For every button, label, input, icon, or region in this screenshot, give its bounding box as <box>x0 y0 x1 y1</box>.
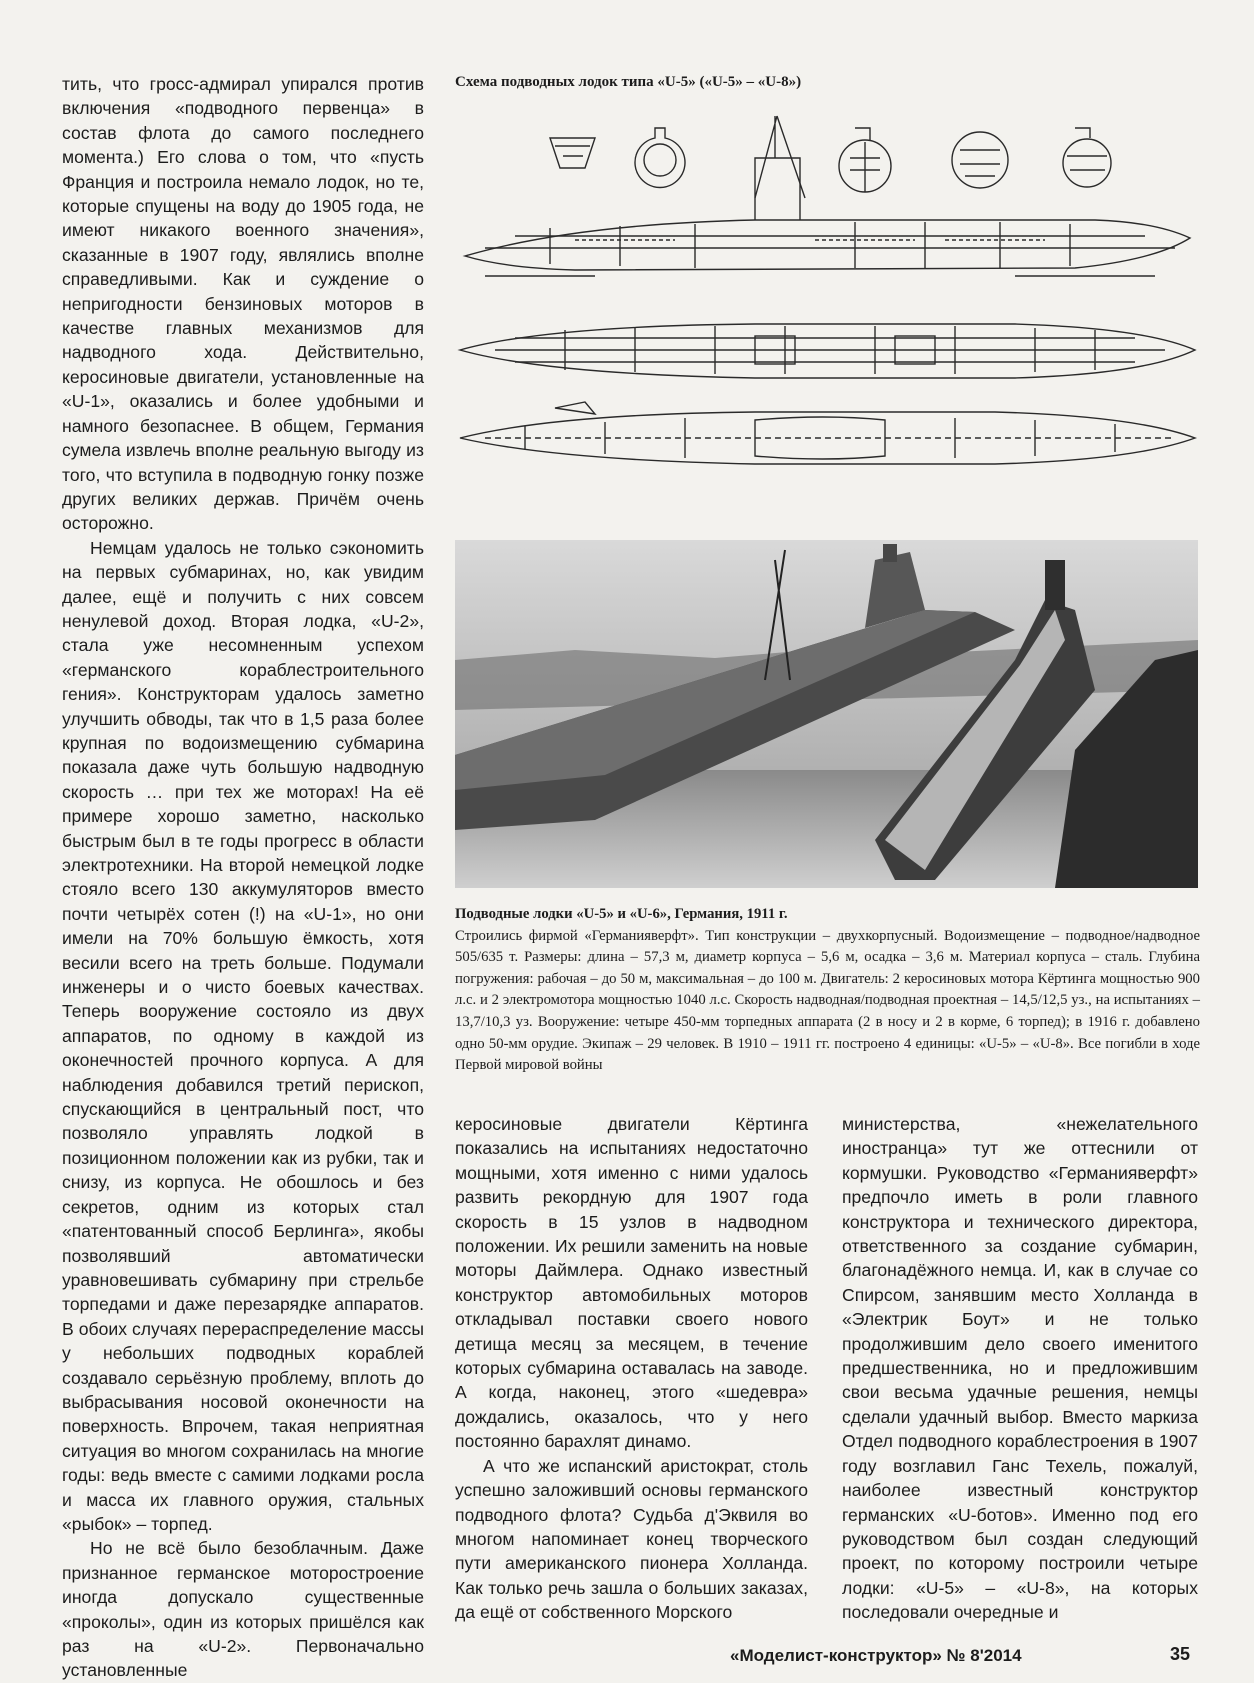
caption-text: Строились фирмой «Германияверфт». Тип конструкции – двухкорпусный. Водоизмещение – подводное/надводное 505/635 т. Размеры: длина – 57,3 м, диаметр корпуса – 5,6 м, осадка – 3,6 м. Материал корпуса – сталь. Глубина погружения: рабочая – до 50 м, максимальная – до 100 м. Двигатель: 2 керосиновых мотора Кёртинга мощностью 900 л.с. и 2 электромотора мощностью 1040 л.с. Скорость надводная/подводная проектная – 14,5/12,5 уз., на испытаниях – 13,7/10,3 уз. Вооружение: четыре 450-мм торпедных аппарата (2 в носу и 2 в корме, 6 торпед); в 1916 г. добавлено одно 50-мм орудие. Экипаж – 29 человек. В 1910 – 1911 гг. построено 4 единицы: «U-5» – «U-8». Все погибли в ходе Первой мировой войны <box>455 927 1200 1074</box>
paragraph: керосиновые двигатели Кёртинга показались на испытаниях недостаточно мощными, хотя именно с ними удалось развить рекордную для 1907 года скорость в 15 узлов в надводном положении. Их решили заменить на новые моторы Даймлера. Однако известный конструктор автомобильных моторов откладывал поставки своего нового детища месяц за месяцем, в течение которых субмарина оставалась на заводе. А когда, наконец, этого «шедевра» дождались, оказалось, что у него постоянно барахлят динамо. <box>455 1114 808 1452</box>
cross-section-drawing <box>839 128 891 192</box>
plan-view-drawing <box>460 324 1195 378</box>
cross-section-drawing <box>1063 128 1111 187</box>
photo-caption <box>455 904 1200 1077</box>
paragraph: Немцам удалось не только сэкономить на первых субмаринах, но, как увидим далее, ещё и получить с них совсем ненулевой доход. Вторая лодка, «U-2», стала уже несомненным успехом «германского кораблестроительного гения». Конструкторам удалось заметно улучшить обводы, так что в 1,5 раза более крупная по водоизмещению субмарина показала даже чуть большую надводную скорость … при тех же моторах! На её примере хорошо заметно, насколько быстрым был в те годы прогресс в области электротехники. На второй немецкой лодке стояло всего 130 аккумуляторов вместо почти четырёх сотен (!) на «U-1», но они имели на 70% большую ёмкость, хотя весили всего на треть больше. Подумали инженеры и о чисто боевых качествах. Теперь вооружение состояло из двух аппаратов, по одному в каждой из оконечностей прочного корпуса. А для наблюдения добавился третий перископ, спускающийся в центральный пост, что позволяло управлять лодкой в позиционном положении как из рубки, так и снизу, из корпуса. Не обошлось и без секретов, одним из которых стал «патентованный способ Берлинга», якобы позволявший автоматически уравновешивать субмарину при стрельбе торпедами и даже перезарядке аппаратов. В обоих случаях перераспределение массы у небольших подводных кораблей создавало серьёзную проблему, вплоть до выбрасывания носовой оконечности на поверхность. Впрочем, такая неприятная ситуация во многом сохранилась на многие годы: ведь вместе с самими лодками росла и масса их главного оружия, стальных «рыбок» – торпед. <box>62 537 424 1534</box>
schema-title: Схема подводных лодок типа «U-5» («U-5» – «U-8») <box>455 74 802 90</box>
deck-view-drawing <box>460 402 1195 464</box>
left-text-column <box>62 72 424 1683</box>
submarines-photo <box>455 540 1198 888</box>
paragraph: А что же испанский аристократ, столь успешно заложивший основы германского подводного флота? Судьба д'Эквиля во многом напоминает конец творческого пути американского пионера Холланда. Как только речь зашла о больших заказах, да ещё от собственного Морского <box>455 1455 808 1623</box>
cross-section-drawing <box>550 138 595 168</box>
paragraph: Но не всё было безоблачным. Даже признанное германское моторостроение иногда допускало существенные «проколы», один из которых пришёлся как раз на «U-2». Первоначально установленные <box>62 1538 424 1681</box>
page-number: 35 <box>1170 1644 1191 1664</box>
paragraph: министерства, «нежелательного иностранца» тут же оттеснили от кормушки. Руководство «Германияверфт» предпочло иметь в роли главного конструктора и технического директора, ответственного за создание субмарин, благонадёжного немца. И, как в случае со Спирсом, занявшим место Холланда в «Электрик Боут» и не только продолжившим дело своего именитого предшественника, но и предложившим свои весьма удачные решения, немцы сделали удачный выбор. Вместо маркиза Отдел подводного кораблестроения в 1907 году возглавил Ганс Техель, пожалуй, наиболее известный конструктор германских «U-ботов». Именно под его руководством был создан следующий проект, по которому построили четыре лодки: «U-5» – «U-8», на которых последовали очередные и <box>842 1114 1198 1623</box>
right-text-column <box>842 1112 1198 1625</box>
paragraph: тить, что гросс-адмирал упирался против включения «подводного первенца» в состав флота до самого последнего момента.) Его слова о том, что «пусть Франция и построила немало лодок, но те, которые спущены на воду до 1905 года, не имеют никакого военного значения», сказанные в 1907 году, являлись вполне справедливыми. Как и суждение о непригодности бензиновых моторов в качестве главных механизмов для надводного хода. Действительно, керосиновые двигатели, установленные на «U-1», оказались и более удобными и намного безопаснее. В общем, Германия сумела извлечь вполне реальную выгоду из того, что вступила в подводную гонку позже других великих держав. Причём очень осторожно. <box>62 74 424 534</box>
submarine-schema-drawings <box>455 98 1200 538</box>
caption-title: Подводные лодки «U-5» и «U-6», Германия, 1911 г. <box>455 906 788 922</box>
magazine-footer: «Моделист-конструктор» № 8'2014 <box>730 1646 1022 1665</box>
middle-text-column <box>455 1112 808 1625</box>
cross-section-drawing <box>952 132 1008 188</box>
cross-section-drawing <box>635 128 685 187</box>
